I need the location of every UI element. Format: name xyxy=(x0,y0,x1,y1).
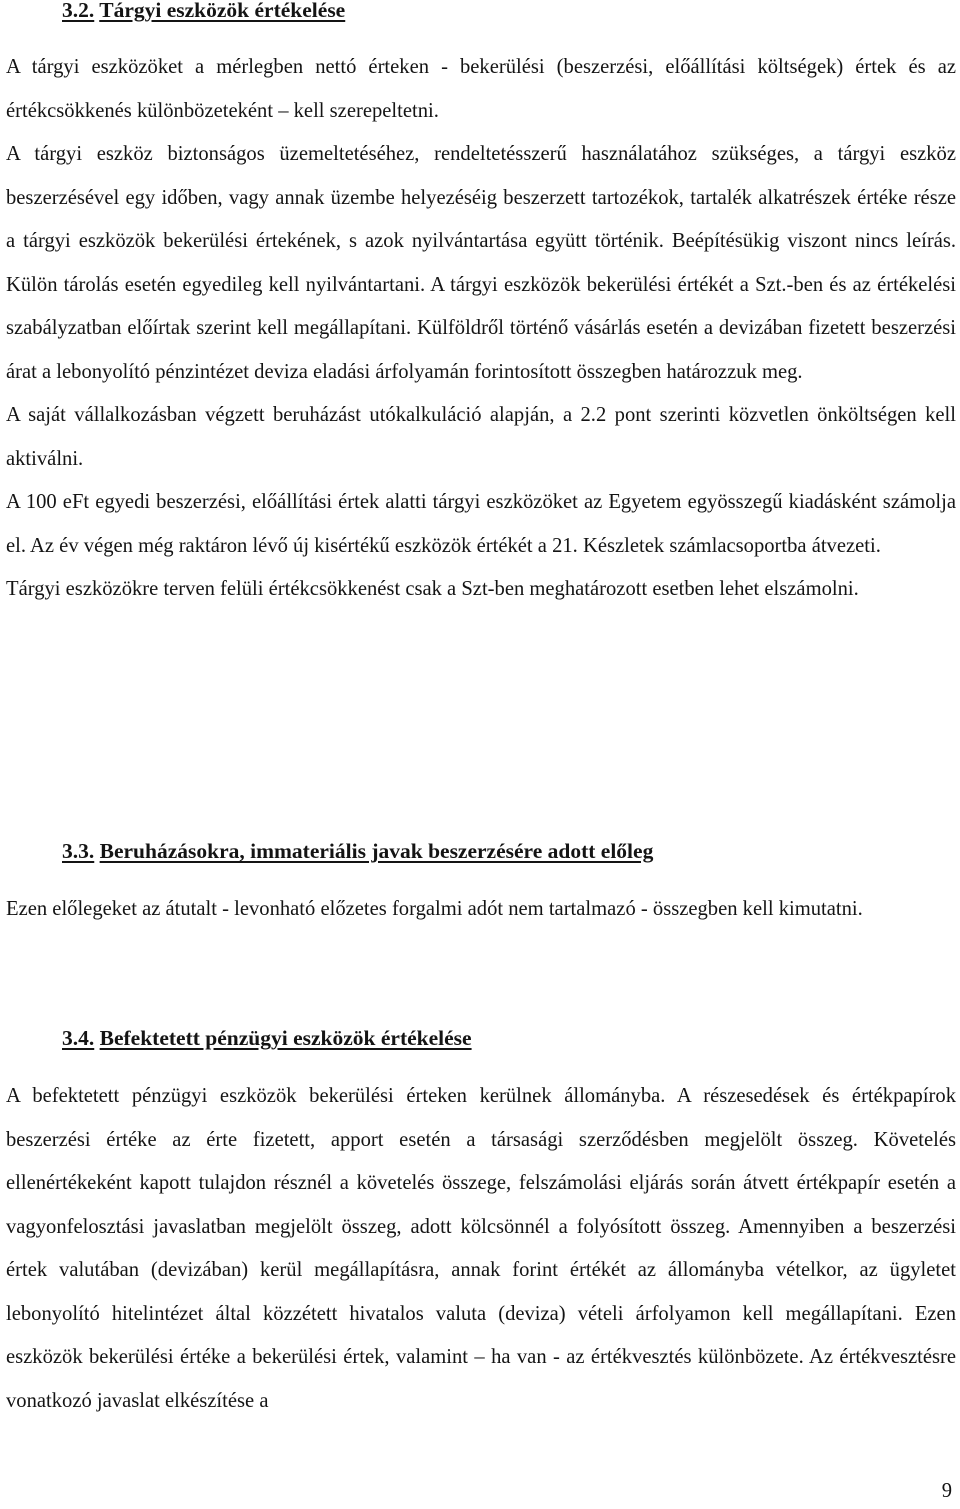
paragraph: A tárgyi eszközöket a mérlegben nettó érteken - bekerülési (beszerzési, előállítási költségek) értek és az értékcsökkenés különbözeteként – kell szerepeltetni. xyxy=(6,56,956,122)
section-heading-3-3 xyxy=(62,839,653,864)
paragraph: Tárgyi eszközökre terven felüli értékcsökkenést csak a Szt-ben meghatározott esetben lehet elszámolni. xyxy=(6,578,859,600)
paragraph: A 100 eFt egyedi beszerzési, előállítási értek alatti tárgyi eszközöket az Egyetem egyösszegű kiadásként számolja el. Az év végen még raktáron lévő új kisértékű eszközök értékét a 21. Készletek számlacsoportba átvezeti. xyxy=(6,491,956,557)
page-number: 9 xyxy=(941,1480,952,1502)
section-number: 3.4. xyxy=(62,1026,95,1050)
section-body-3-2 xyxy=(6,46,956,612)
section-number: 3.2. xyxy=(62,0,95,22)
section-body-3-3 xyxy=(6,888,956,932)
section-body-3-4 xyxy=(6,1075,956,1423)
section-title: Befektetett pénzügyi eszközök értékelése xyxy=(99,1026,472,1050)
paragraph: A befektetett pénzügyi eszközök bekerülési érteken kerülnek állományba. A részesedések és értékpapírok beszerzési értéke az érte fizetett, apport esetén a társasági szerződésben megjelölt összeg. Követelés ellenértékeként kapott tulajdon résznél a követelés összege, felszámolási eljárás során átvett értékpapír esetén a vagyonfelosztási javaslatban megjelölt összeg, adott kölcsönnél a folyósított összeg. Amennyiben a beszerzési értek valutában (devizában) kerül megállapításra, annak forint értékét az állományba vételkor, az ügyletet lebonyolító hitelintézet által közzétett hivatalos valuta (deviza) vételi árfolyamon kell megállapítani. Ezen eszközök bekerülési értéke a bekerülési értek, valamint – ha van - az értékvesztés különbözete. Az értékvesztésre vonatkozó javaslat elkészítése a xyxy=(6,1085,956,1412)
paragraph: A tárgyi eszköz biztonságos üzemeltetéséhez, rendeltetésszerű használatához szükséges, a tárgyi eszköz beszerzésével egy időben, vagy annak üzembe helyezéséig beszerzett tartozékok, tartalék alkatrészek értéke része a tárgyi eszközök bekerülési értekének, s azok nyilvántartása együtt történik. Beépítésükig viszont nincs leírás. Külön tárolás esetén egyedileg kell nyilvántartani. A tárgyi eszközök bekerülési értékét a Szt.-ben és az értékelési szabályzatban előírtak szerint kell megállapítani. Külföldről történő vásárlás esetén a devizában fizetett beszerzési árat a lebonyolító pénzintézet deviza eladási árfolyamán forintosított összegben határozzuk meg. xyxy=(6,143,956,383)
paragraph: Ezen előlegeket az átutalt - levonható előzetes forgalmi adót nem tartalmazó - összegben kell kimutatni. xyxy=(6,898,863,920)
section-title: Tárgyi eszközök értékelése xyxy=(99,0,346,22)
section-heading-3-4 xyxy=(62,1026,472,1051)
section-number: 3.3. xyxy=(62,839,95,863)
section-title: Beruházásokra, immateriális javak beszerzésére adott előleg xyxy=(99,839,654,863)
paragraph: A saját vállalkozásban végzett beruházást utókalkuláció alapján, a 2.2 pont szerinti közvetlen önköltségen kell aktiválni. xyxy=(6,404,956,470)
section-heading-3-2 xyxy=(62,0,345,23)
